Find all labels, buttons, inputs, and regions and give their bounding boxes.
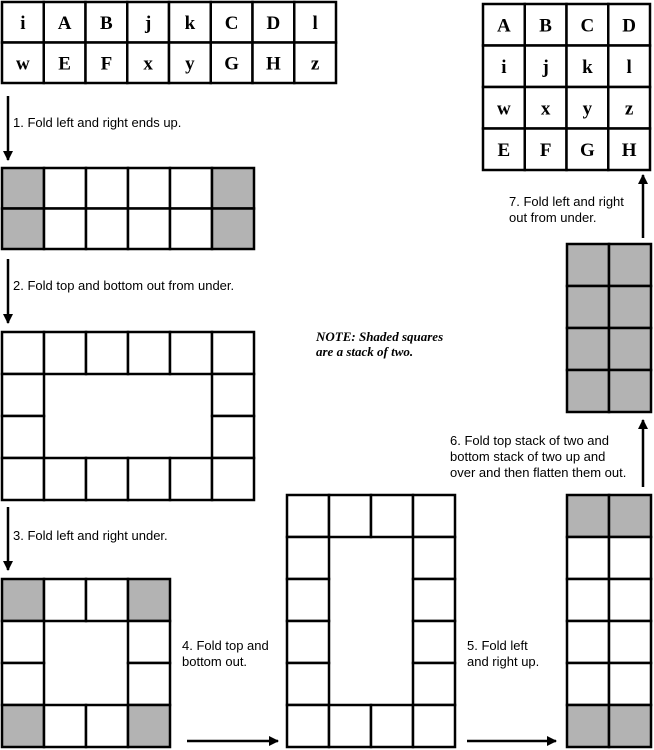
start-grid-letter: w: [16, 53, 30, 75]
step1-grid-cell: [86, 168, 128, 209]
step5-grid-cell: [567, 579, 609, 621]
final-grid-letter: k: [582, 56, 593, 78]
start-grid-letter: H: [265, 53, 281, 75]
step6-grid-cell: [567, 328, 609, 370]
step3-grid-cell: [86, 705, 128, 747]
step4-grid-cell: [413, 537, 455, 579]
step2-grid-cell: [212, 374, 254, 416]
step2-grid-cell: [44, 332, 86, 374]
step4-grid-cell: [413, 705, 455, 747]
step5-grid-cell: [567, 663, 609, 705]
step2-grid-cell: [2, 458, 44, 500]
step3-grid-cell: [44, 705, 86, 747]
step5-grid-cell: [609, 495, 651, 537]
step4-grid-cell: [329, 495, 371, 537]
step2-grid-cell: [2, 374, 44, 416]
step-6-label: 6. Fold top stack of two and bottom stack of two up and over and then flatten them out.: [450, 433, 627, 480]
step4-grid-cell: [413, 663, 455, 705]
final-grid-letter: z: [624, 98, 634, 120]
step4-grid-cell: [287, 579, 329, 621]
step6-grid-cell: [609, 370, 651, 412]
start-grid-letter: C: [224, 12, 239, 34]
step5-grid-cell: [567, 495, 609, 537]
step3-grid-cell: [86, 579, 128, 621]
final-grid-letter: A: [497, 15, 511, 37]
start-grid-letter: i: [20, 12, 26, 34]
step5-grid-cell: [609, 663, 651, 705]
final-grid-letter: i: [501, 56, 507, 78]
step1-grid-cell: [170, 168, 212, 209]
step1-grid-cell: [44, 168, 86, 209]
step4-grid-cell: [287, 663, 329, 705]
final-grid-letter: B: [539, 15, 552, 37]
start-grid-letter: A: [57, 12, 72, 34]
step4-grid-cell: [413, 621, 455, 663]
step4-grid-cell: [287, 537, 329, 579]
step2-grid-cell: [128, 332, 170, 374]
step1-grid-cell: [2, 209, 44, 250]
step5-grid-cell: [609, 621, 651, 663]
final-grid-letter: l: [626, 56, 632, 78]
step2-grid-cell: [212, 458, 254, 500]
start-grid-letter: D: [266, 12, 281, 34]
final-grid-letter: y: [582, 98, 593, 120]
step2-grid-cell: [86, 458, 128, 500]
step3-grid-cell: [44, 579, 86, 621]
step3-grid-cell: [2, 663, 44, 705]
step4-grid-cell: [413, 495, 455, 537]
start-grid-letter: l: [312, 12, 318, 34]
final-grid-letter: E: [497, 139, 511, 161]
step-3-label: 3. Fold left and right under.: [13, 528, 168, 543]
step4-grid-cell: [287, 495, 329, 537]
final-grid-letter: D: [622, 15, 636, 37]
step3-grid-cell: [128, 663, 170, 705]
step1-grid-cell: [128, 209, 170, 250]
step4-grid-cell: [329, 705, 371, 747]
final-grid-letter: F: [539, 139, 552, 161]
step3-grid-cell: [2, 621, 44, 663]
step3-grid-cell: [2, 705, 44, 747]
step2-grid-cell: [212, 416, 254, 458]
step2-grid-cell: [2, 332, 44, 374]
step6-grid-cell: [609, 286, 651, 328]
final-grid-letter: w: [497, 98, 511, 120]
step1-grid-cell: [44, 209, 86, 250]
step5-grid-cell: [609, 705, 651, 747]
step4-grid-cell: [371, 495, 413, 537]
step2-grid-cell: [86, 332, 128, 374]
step-4-label: 4. Fold top and bottom out.: [182, 638, 269, 669]
step2-grid-cell: [212, 332, 254, 374]
step4-grid-cell: [287, 621, 329, 663]
step2-grid-cell: [2, 416, 44, 458]
step6-grid-cell: [567, 244, 609, 286]
step-2-label: 2. Fold top and bottom out from under.: [13, 278, 235, 293]
step5-grid-cell: [567, 537, 609, 579]
start-grid-letter: F: [100, 53, 113, 75]
final-grid-letter: x: [540, 98, 551, 120]
step1-grid-cell: [128, 168, 170, 209]
step-5-label: 5. Fold left and right up.: [467, 638, 540, 669]
step1-grid-cell: [212, 168, 254, 209]
start-grid-letter: B: [100, 12, 113, 34]
step-1-label: 1. Fold left and right ends up.: [13, 115, 182, 130]
start-grid-letter: E: [58, 53, 71, 75]
step-7-label: 7. Fold left and right out from under.: [509, 194, 624, 225]
step6-grid-cell: [609, 328, 651, 370]
final-grid-letter: C: [580, 15, 595, 37]
step1-grid-cell: [86, 209, 128, 250]
step5-grid-cell: [567, 621, 609, 663]
step3-grid-cell: [2, 579, 44, 621]
step5-grid-cell: [567, 705, 609, 747]
step6-grid-cell: [567, 370, 609, 412]
step2-grid-cell: [44, 458, 86, 500]
step5-grid-cell: [609, 579, 651, 621]
step4-grid-cell: [371, 705, 413, 747]
step4-grid-cell: [287, 705, 329, 747]
final-grid-letter: j: [542, 56, 549, 78]
step2-grid-cell: [170, 458, 212, 500]
start-grid-letter: j: [144, 12, 152, 34]
step6-grid-cell: [609, 244, 651, 286]
final-grid-letter: G: [579, 139, 595, 161]
step4-grid-cell: [413, 579, 455, 621]
final-grid-letter: H: [621, 139, 637, 161]
start-grid-letter: G: [224, 53, 240, 75]
start-grid-letter: x: [143, 53, 153, 75]
step1-grid-cell: [212, 209, 254, 250]
step3-grid-cell: [128, 621, 170, 663]
step2-grid-cell: [128, 458, 170, 500]
note-text: NOTE: Shaded squares are a stack of two.: [316, 329, 444, 359]
step2-grid-cell: [170, 332, 212, 374]
step3-grid-cell: [128, 705, 170, 747]
step5-grid-cell: [609, 537, 651, 579]
start-grid-letter: y: [185, 53, 195, 75]
step1-grid-cell: [170, 209, 212, 250]
step3-grid-cell: [128, 579, 170, 621]
step6-grid-cell: [567, 286, 609, 328]
step1-grid-cell: [2, 168, 44, 209]
start-grid-letter: z: [310, 53, 320, 75]
start-grid-letter: k: [184, 12, 196, 34]
